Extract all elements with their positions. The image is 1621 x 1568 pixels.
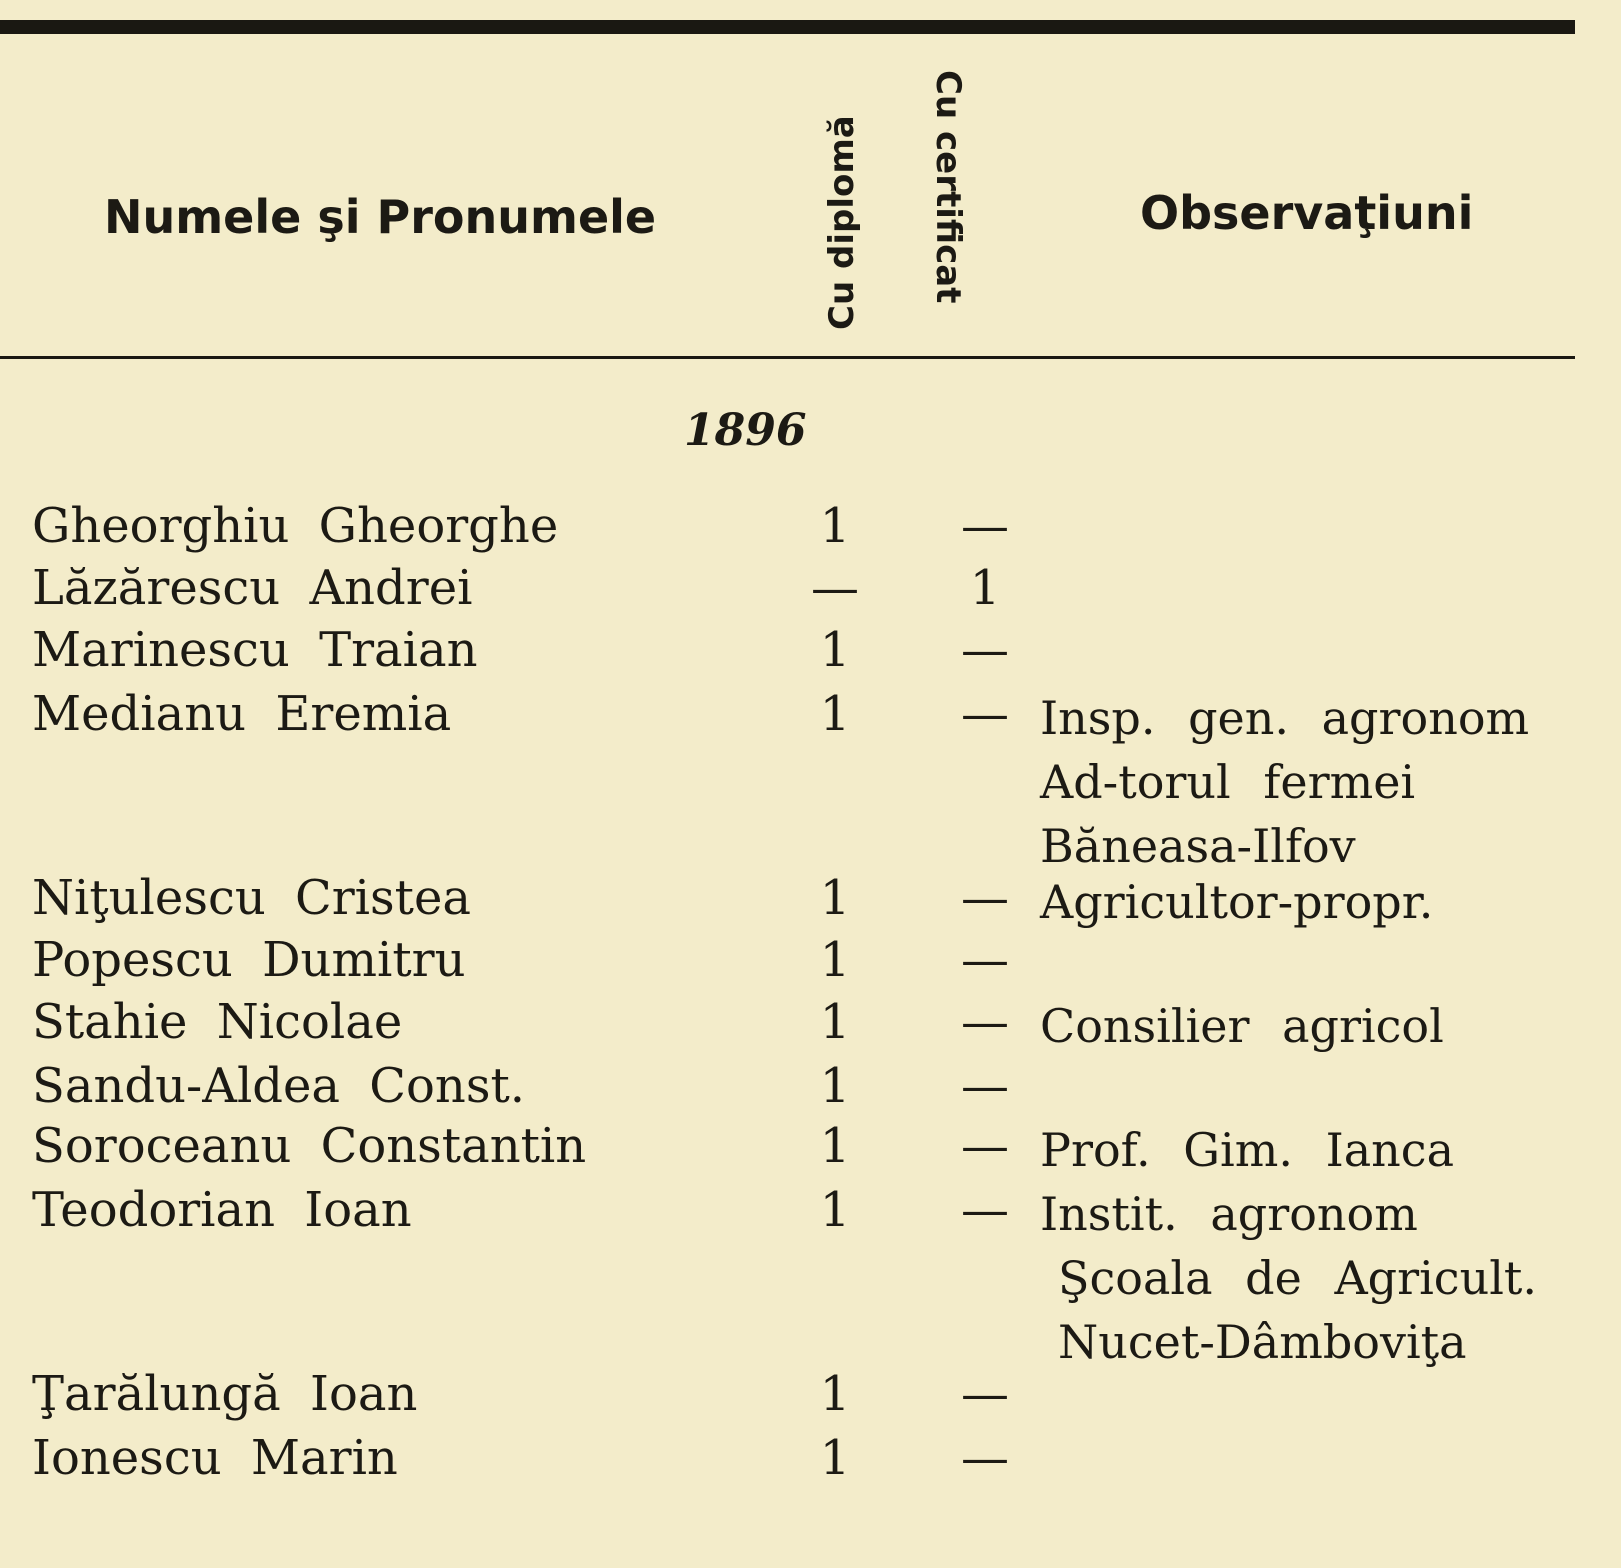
diploma-count: 1: [819, 622, 851, 678]
certificate-count: —: [961, 1366, 1009, 1422]
graduate-name: Ionescu Marin: [32, 1430, 398, 1486]
diploma-count: —: [811, 560, 859, 616]
table-row: [0, 686, 1621, 873]
top-rule: [0, 20, 1575, 34]
table-row: [0, 1118, 1621, 1180]
observation-line: Insp. gen. agronom: [1040, 691, 1530, 745]
graduate-name: Marinescu Traian: [32, 622, 478, 678]
graduate-name: Soroceanu Constantin: [32, 1118, 587, 1174]
certificate-count: —: [961, 622, 1009, 678]
graduate-name: Stahie Nicolae: [32, 994, 403, 1050]
diploma-count: 1: [819, 1058, 851, 1114]
graduate-name: Lăzărescu Andrei: [32, 560, 473, 616]
graduate-name: Medianu Eremia: [32, 686, 452, 742]
certificate-count: —: [961, 994, 1009, 1050]
year-heading: 1896: [684, 405, 807, 456]
observation: [1040, 1182, 1537, 1374]
table-row: [0, 498, 1621, 560]
table-row: [0, 870, 1621, 932]
graduate-name: Niţulescu Cristea: [32, 870, 471, 926]
certificate-count: —: [961, 1182, 1009, 1238]
table-row: [0, 1430, 1621, 1492]
observation-line: Nucet-Dâmboviţa: [1058, 1315, 1467, 1369]
graduate-name: Teodorian Ioan: [32, 1182, 412, 1238]
header-names: Numele şi Pronumele: [104, 190, 657, 244]
table-row: [0, 560, 1621, 622]
certificate-count: —: [961, 686, 1009, 742]
observation: [1040, 994, 1444, 1058]
diploma-count: 1: [819, 686, 851, 742]
observation: [1040, 686, 1529, 878]
diploma-count: 1: [819, 1118, 851, 1174]
diploma-count: 1: [819, 932, 851, 988]
observation: [1040, 870, 1433, 934]
table-row: [0, 1182, 1621, 1369]
certificate-count: —: [961, 1118, 1009, 1174]
graduate-name: Popescu Dumitru: [32, 932, 466, 988]
observation: [1040, 1118, 1454, 1182]
certificate-count: —: [961, 1430, 1009, 1486]
observation-line: Şcoala de Agricult.: [1058, 1251, 1538, 1305]
observation-line: Ad-torul fermei: [1040, 755, 1416, 809]
header-rule: [0, 356, 1575, 359]
certificate-count: —: [961, 932, 1009, 988]
diploma-count: 1: [819, 1182, 851, 1238]
graduate-name: Sandu-Aldea Const.: [32, 1058, 526, 1114]
certificate-count: —: [961, 870, 1009, 926]
table-row: [0, 622, 1621, 684]
observation-line: Prof. Gim. Ianca: [1040, 1123, 1454, 1177]
diploma-count: 1: [819, 1366, 851, 1422]
diploma-count: 1: [819, 1430, 851, 1486]
header-with-diploma: Cu diplomă: [822, 115, 862, 330]
graduate-name: Gheorghiu Gheorghe: [32, 498, 559, 554]
diploma-count: 1: [819, 498, 851, 554]
observation-line: Consilier agricol: [1040, 999, 1444, 1053]
observation-line: Instit. agronom: [1040, 1187, 1418, 1241]
graduate-name: Ţarălungă Ioan: [32, 1366, 418, 1422]
observation-line: Băneasa-Ilfov: [1040, 819, 1356, 873]
certificate-count: —: [961, 498, 1009, 554]
table-row: [0, 932, 1621, 994]
table-row: [0, 994, 1621, 1056]
certificate-count: 1: [969, 560, 1001, 616]
diploma-count: 1: [819, 994, 851, 1050]
table-row: [0, 1058, 1621, 1120]
observation-line: Agricultor-propr.: [1040, 875, 1434, 929]
header-observations: Observaţiuni: [1140, 186, 1474, 240]
header-with-certificate: Cu certificat: [928, 70, 968, 304]
table-row: [0, 1366, 1621, 1428]
certificate-count: —: [961, 1058, 1009, 1114]
diploma-count: 1: [819, 870, 851, 926]
